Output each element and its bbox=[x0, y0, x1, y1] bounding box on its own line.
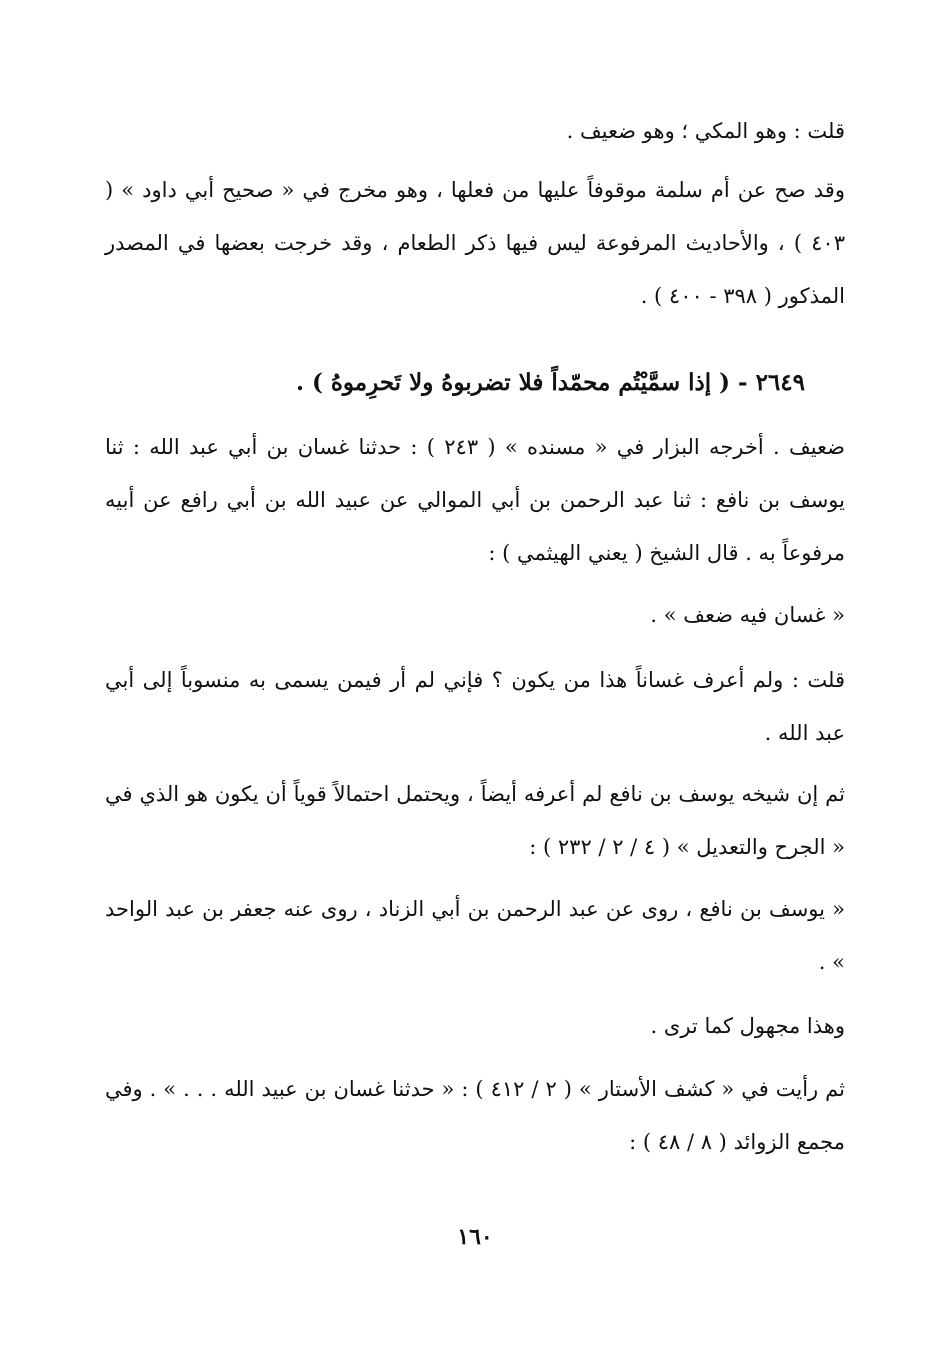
hadith-heading: ٢٦٤٩ - ( إذا سمَّيْتُم محمّداً فلا تضربوهُ ولا تَحرِموهُ ) . bbox=[295, 369, 805, 396]
paragraph-1: قلت : وهو المكي ؛ وهو ضعيف . bbox=[566, 119, 845, 143]
paragraph-8: وهذا مجهول كما ترى . bbox=[650, 1014, 845, 1038]
paragraph-3: ضعيف . أخرجه البزار في « مسنده » ( ٢٤٣ ) : حدثنا غسان بن أبي عبد الله : ثنا يوسف بن نافع : ثنا عبد الرحمن بن أبي الموالي عن عبيد الله بن أبي رافع عن أبيه مرفوعاً به . قال الشيخ ( يعني الهيثمي ) : bbox=[105, 435, 845, 565]
paragraph-2: وقد صح عن أم سلمة موقوفاً عليها من فعلها ، وهو مخرج في « صحيح أبي داود » ( ٤٠٣ ) ، والأحاديث المرفوعة ليس فيها ذكر الطعام ، وقد خرجت بعضها في المصدر المذكور ( ٣٩٨ - ٤٠٠ ) . bbox=[105, 178, 845, 308]
paragraph-6: ثم إن شيخه يوسف بن نافع لم أعرفه أيضاً ، ويحتمل احتمالاً قوياً أن يكون هو الذي في « الجرح والتعديل » ( ٤ / ٢ / ٢٣٢ ) : bbox=[105, 782, 845, 859]
paragraph-7: « يوسف بن نافع ، روى عن عبد الرحمن بن أبي الزناد ، روى عنه جعفر بن عبد الواحد » . bbox=[105, 897, 845, 974]
paragraph-9: ثم رأيت في « كشف الأستار » ( ٢ / ٤١٢ ) : « حدثنا غسان بن عبيد الله . . . » . وفي مجمع الزوائد ( ٨ / ٤٨ ) : bbox=[105, 1077, 845, 1154]
page-number: ١٦٠ bbox=[457, 1224, 493, 1250]
paragraph-4: « غسان فيه ضعف » . bbox=[650, 603, 845, 627]
paragraph-5: قلت : ولم أعرف غساناً هذا من يكون ؟ فإني لم أر فيمن يسمى به منسوباً إلى أبي عبد الله . bbox=[105, 668, 845, 745]
